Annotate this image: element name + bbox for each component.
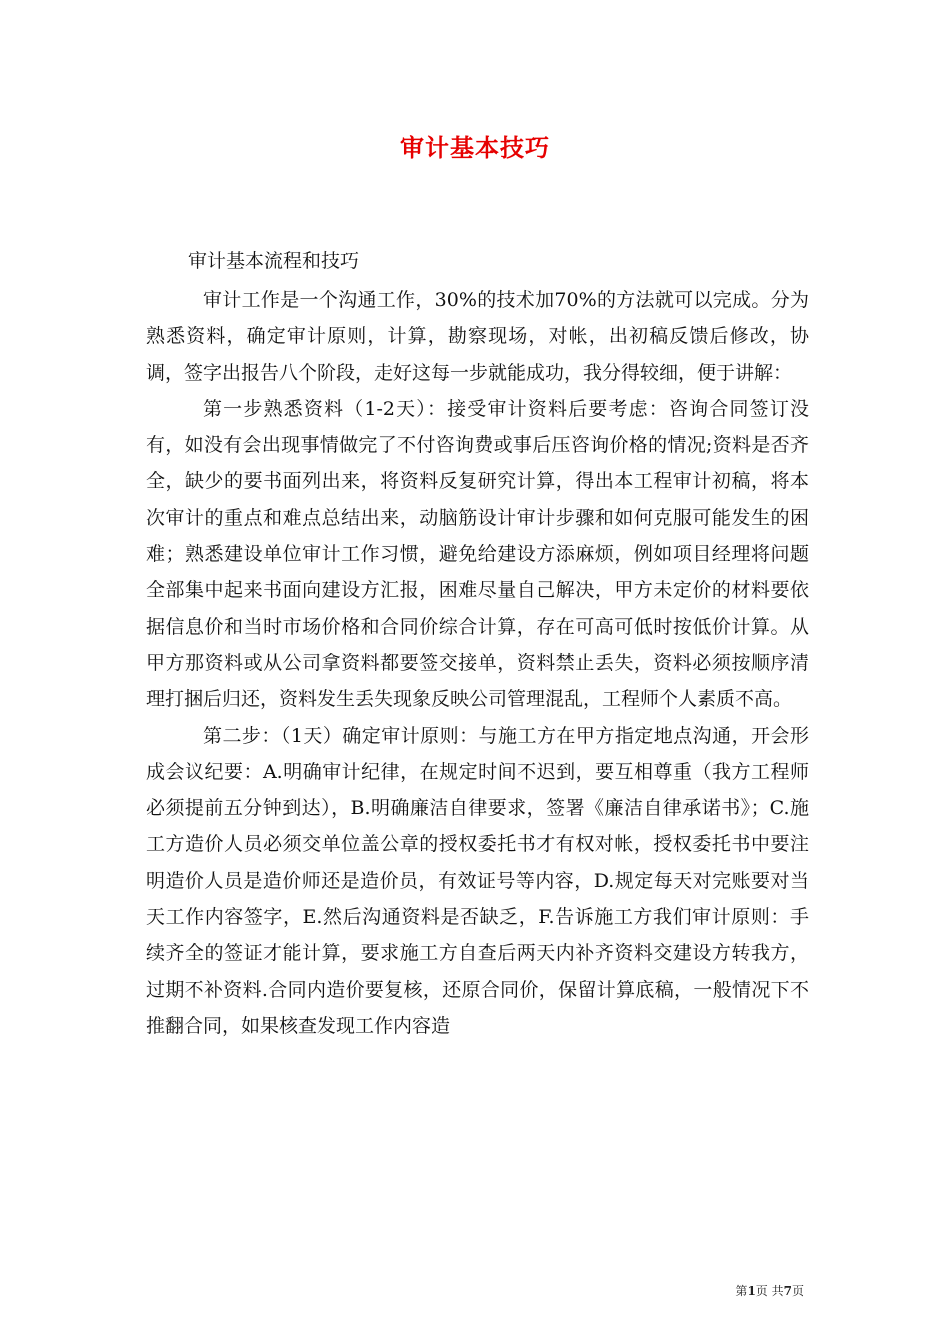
footer-total-pages: 7: [783, 1284, 792, 1298]
document-body: [146, 244, 809, 1044]
paragraph-step-two: 第二步：（1天）确定审计原则：与施工方在甲方指定地点沟通，开会形成会议纪要：A.明确审计纪律，在规定时间不迟到，要互相尊重（我方工程师必须提前五分钟到达），B.明确廉洁自律要求，签署《廉洁自律承诺书》；C.施工方造价人员必须交单位盖公章的授权委托书才有权对帐，授权委托书中要注明造价人员是造价师还是造价员，有效证号等内容，D.规定每天对完账要对当天工作内容签字，E.然后沟通资料是否缺乏，F.告诉施工方我们审计原则：手续齐全的签证才能计算，要求施工方自查后两天内补齐资料交建设方转我方，过期不补资料.合同内造价要复核，还原合同价，保留计算底稿，一般情况下不推翻合同，如果核查发现工作内容造: [146, 724, 809, 1037]
paragraph-step-one: 第一步熟悉资料（1-2天）：接受审计资料后要考虑：咨询合同签订没有，如没有会出现事情做完了不付咨询费或事后压咨询价格的情况;资料是否齐全，缺少的要书面列出来，将资料反复研究计算，得出本工程审计初稿，将本次审计的重点和难点总结出来，动脑筋设计审计步骤和如何克服可能发生的困难；熟悉建设单位审计工作习惯，避免给建设方添麻烦，例如项目经理将问题全部集中起来书面向建设方汇报，困难尽量自己解决，甲方未定价的材料要依据信息价和当时市场价格和合同价综合计算，存在可高可低时按低价计算。从甲方那资料或从公司拿资料都要签交接单，资料禁止丢失，资料必须按顺序清理打捆后归还，资料发生丢失现象反映公司管理混乱，工程师个人素质不高。: [146, 397, 809, 711]
footer-middle: 页 共: [755, 1284, 784, 1298]
footer-prefix: 第: [735, 1284, 748, 1298]
paragraph-intro: 审计工作是一个沟通工作，30%的技术加70%的方法就可以完成。分为熟悉资料，确定审计原则，计算，勘察现场，对帐，出初稿反馈后修改，协调，签字出报告八个阶段，走好这每一步就能成功，我分得较细，便于讲解：: [146, 289, 809, 384]
section-heading: 审计基本流程和技巧: [188, 250, 360, 272]
footer-page-number: 1: [747, 1284, 756, 1298]
footer-suffix: 页: [791, 1284, 804, 1298]
page-title: 审计基本技巧: [400, 133, 550, 162]
page-footer: [735, 1282, 804, 1299]
